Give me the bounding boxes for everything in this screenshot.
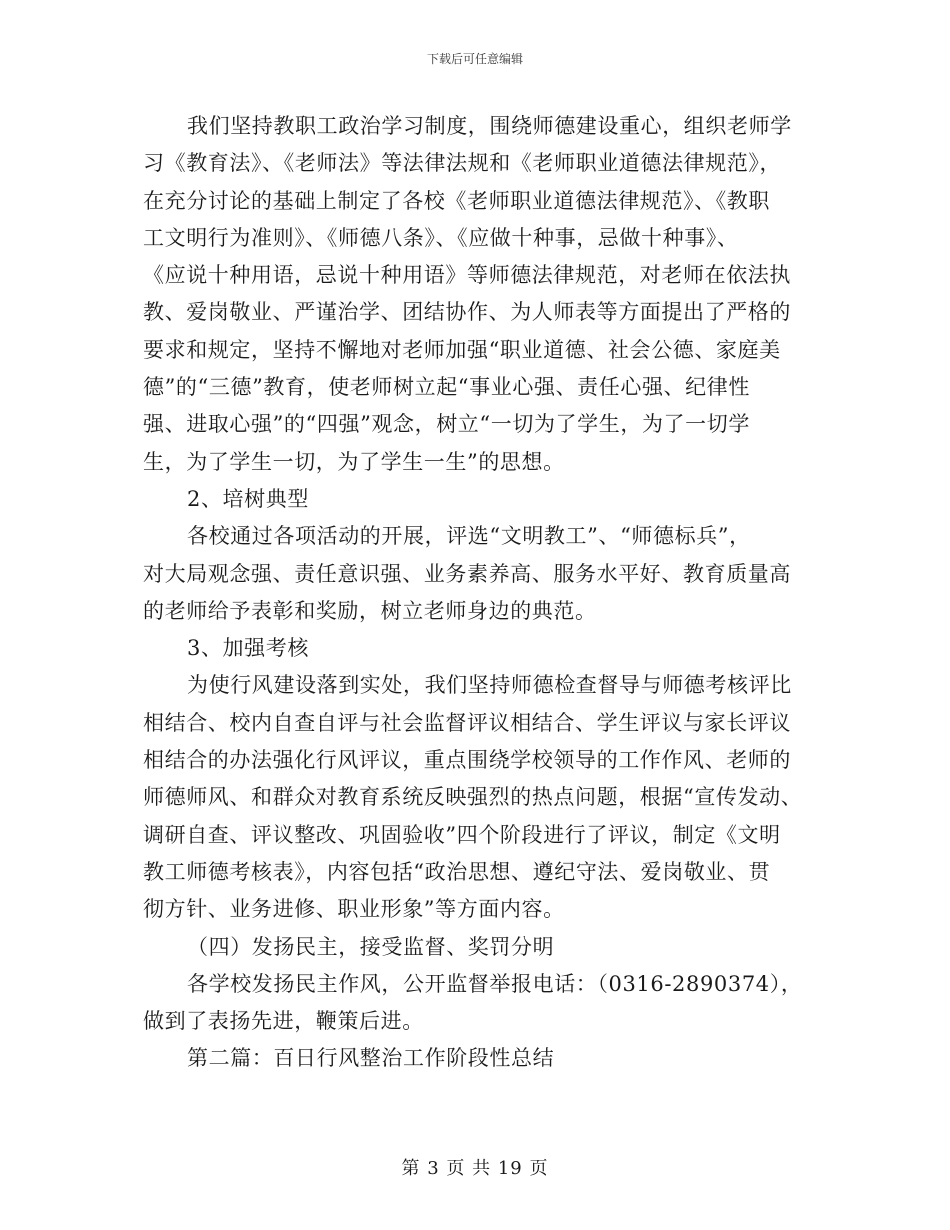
text-line: 彻方针、业务进修、职业形象”等方面内容。 xyxy=(143,897,565,922)
text-line: 在充分讨论的基础上制定了各校《老师职业道德法律规范》、《教职 xyxy=(143,188,770,213)
text-line: 调研自查、评议整改、巩固验收”四个阶段进行了评议，制定《文明 xyxy=(143,822,781,847)
text-line: 对大局观念强、责任意识强、业务素养高、服务水平好、教育质量高 xyxy=(143,561,791,586)
page-number-footer: 第 3 页 共 19 页 xyxy=(401,1158,549,1179)
text-line: 各学校发扬民主作风，公开监督举报电话：（0316-2890374）， xyxy=(187,971,803,996)
section-heading: （四）发扬民主，接受监督、奖罚分明 xyxy=(187,934,555,959)
text-line: 德”的“三德”教育，使老师树立起“事业心强、责任心强、纪律性 xyxy=(143,375,750,400)
section-heading: 2、培树典型 xyxy=(187,486,309,511)
section-heading: 3、加强考核 xyxy=(187,636,309,661)
text-line: 的老师给予表彰和奖励，树立老师身边的典范。 xyxy=(143,598,597,623)
text-line: 要求和规定，坚持不懈地对老师加强“职业道德、社会公德、家庭美 xyxy=(143,337,781,362)
text-line: 生，为了学生一切，为了学生一生”的思想。 xyxy=(143,449,565,474)
text-line: 各校通过各项活动的开展，评选“文明教工”、“师德标兵”， xyxy=(187,524,751,549)
document-body xyxy=(143,108,813,1078)
text-line: 做到了表扬先进，鞭策后进。 xyxy=(143,1009,424,1034)
text-line: 师德师风、和群众对教育系统反映强烈的热点问题，根据“宣传发动、 xyxy=(143,785,803,810)
text-line: 工文明行为准则》、《师德八条》、《应做十种事，忌做十种事》、 xyxy=(143,225,739,250)
page-header: 下载后可任意编辑 xyxy=(426,52,523,66)
text-line: 习《教育法》、《老师法》等法律法规和《老师职业道德法律规范》， xyxy=(143,151,782,176)
text-line: 我们坚持教职工政治学习制度，围绕师德建设重心，组织老师学 xyxy=(187,114,792,138)
text-line: 《应说十种用语，忌说十种用语》等师德法律规范，对老师在依法执 xyxy=(143,263,791,288)
text-line: 为使行风建设落到实处，我们坚持师德检查督导与师德考核评比 xyxy=(187,673,792,698)
text-line: 相结合的办法强化行风评议，重点围绕学校领导的工作作风、老师的 xyxy=(143,748,791,773)
section-heading: 第二篇：百日行风整治工作阶段性总结 xyxy=(187,1046,555,1071)
text-line: 强、进取心强”的“四强”观念，树立“一切为了学生，为了一切学 xyxy=(143,412,750,437)
text-line: 教、爱岗敬业、严谨治学、团结协作、为人师表等方面提出了严格的 xyxy=(143,300,791,325)
text-line: 相结合、校内自查自评与社会监督评议相结合、学生评议与家长评议 xyxy=(143,710,791,735)
text-line: 教工师德考核表》，内容包括“政治思想、遵纪守法、爱岗敬业、贯 xyxy=(143,859,771,884)
